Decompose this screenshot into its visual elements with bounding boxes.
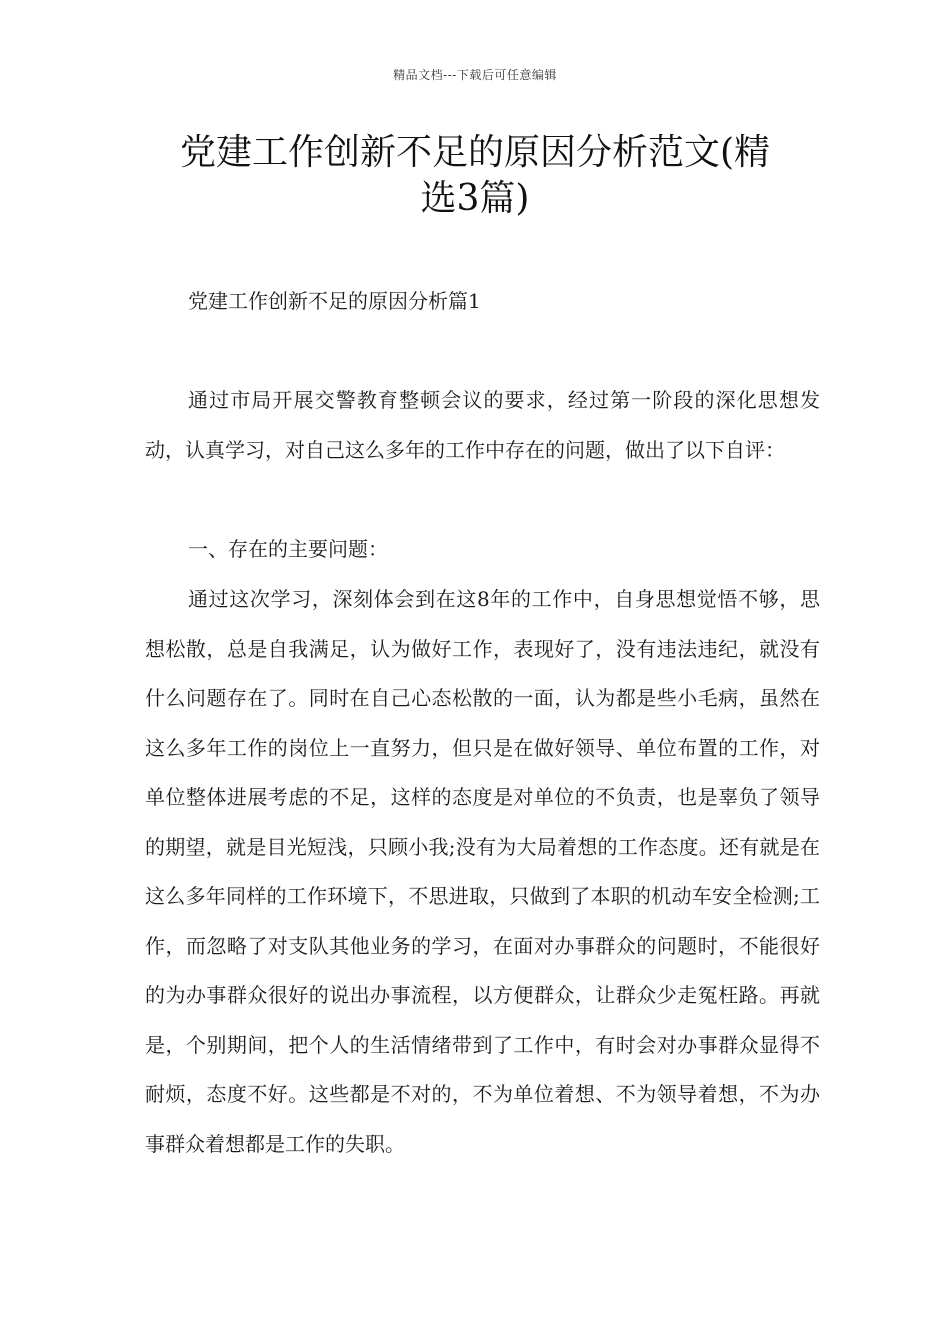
paragraph: 通过市局开展交警教育整顿会议的要求，经过第一阶段的深化思想发动，认真学习，对自己这么多年的工作中存在的问题，做出了以下自评： [145, 388, 820, 462]
body-paragraph-subheading [145, 525, 820, 575]
body-paragraph-main [145, 575, 820, 1169]
section-heading: 党建工作创新不足的原因分析篇1 [188, 289, 481, 313]
document-title-line-1: 党建工作创新不足的原因分析范文(精 [179, 132, 771, 173]
paragraph: 通过这次学习，深刻体会到在这8年的工作中，自身思想觉悟不够，思想松散，总是自我满足，认为做好工作，表现好了，没有违法违纪，就没有什么问题存在了。同时在自己心态松散的一面，认为都是些小毛病，虽然在这么多年工作的岗位上一直努力，但只是在做好领导、单位布置的工作，对单位整体进展考虑的不足，这样的态度是对单位的不负责，也是辜负了领导的期望，就是目光短浅，只顾小我;没有为大局着想的工作态度。还有就是在这么多年同样的工作环境下，不思进取，只做到了本职的机动车安全检测;工作，而忽略了对支队其他业务的学习，在面对办事群众的问题时，不能很好的为办事群众很好的说出办事流程，以方便群众，让群众少走冤枉路。再就是，个别期间，把个人的生活情绪带到了工作中，有时会对办事群众显得不耐烦，态度不好。这些都是不对的，不为单位着想、不为领导着想，不为办事群众着想都是工作的失职。 [145, 587, 820, 1156]
header-note: 精品文档---下载后可任意编辑 [393, 68, 557, 82]
document-title [145, 130, 805, 222]
paragraph: 一、存在的主要问题： [188, 537, 388, 561]
document-title-line-2: 选3篇) [420, 178, 530, 219]
body-paragraph-intro [145, 376, 820, 475]
